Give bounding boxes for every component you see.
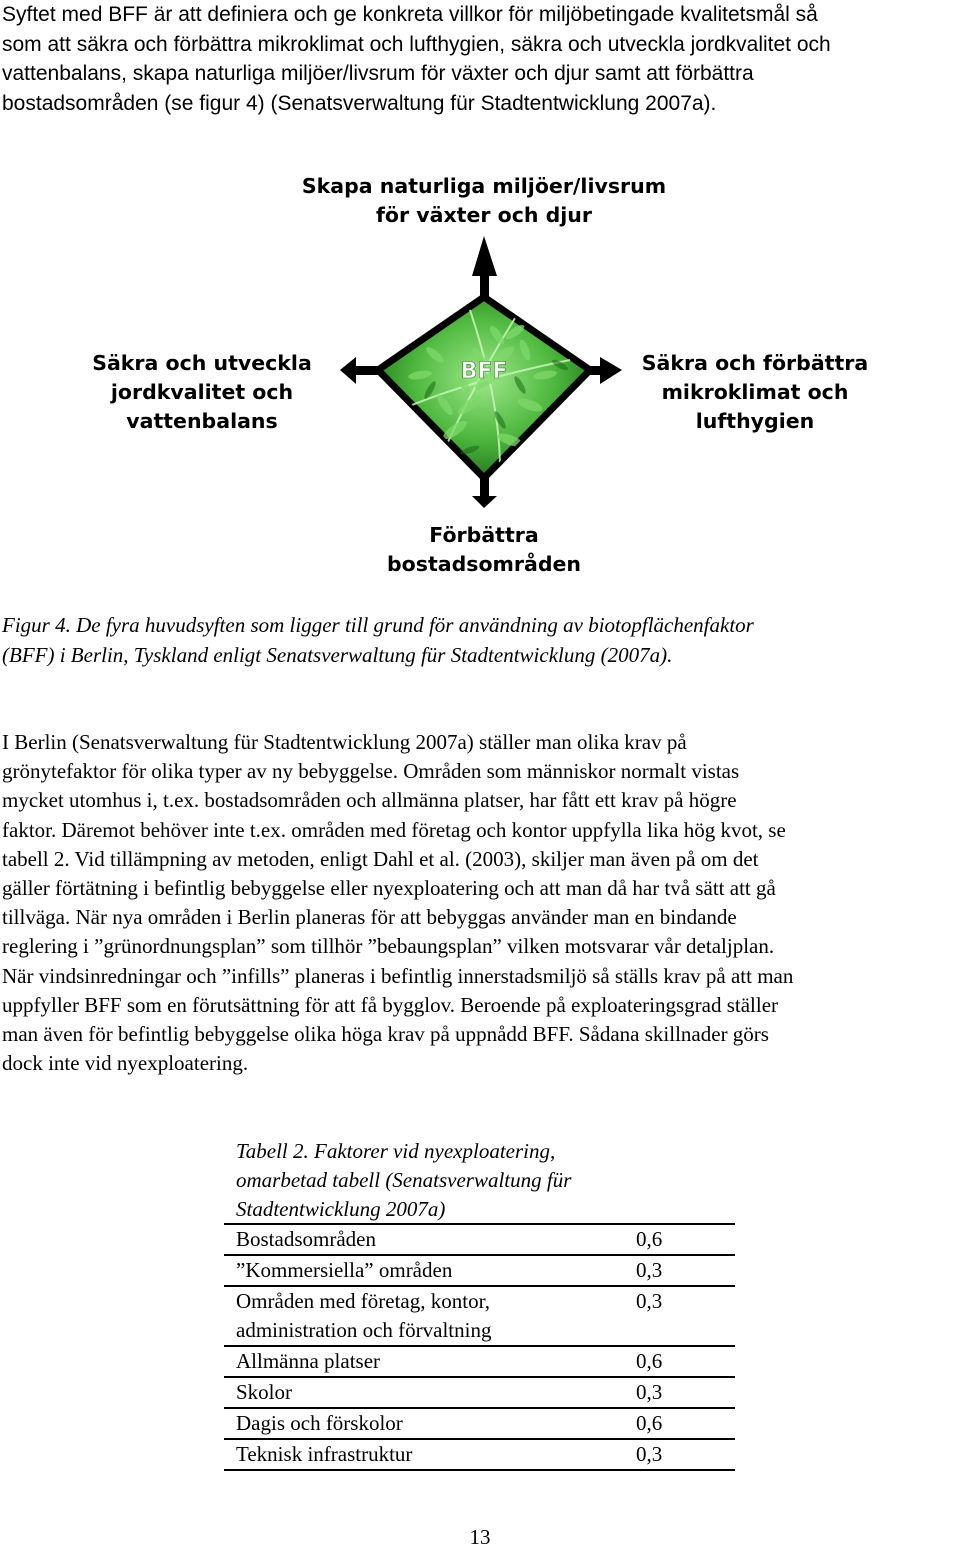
table-row	[224, 1286, 735, 1346]
arrow-up	[472, 236, 497, 300]
table-caption-line: Tabell 2. Faktorer vid nyexploatering,	[236, 1139, 556, 1163]
body-line: uppfyller BFF som en förutsättning för att få bygglov. Beroende på exploateringsgrad ställer	[2, 992, 779, 1017]
page-number: 13	[469, 1525, 491, 1549]
body-paragraph	[2, 728, 958, 1078]
body-line: reglering i ”grünordnungsplan” som tillhör ”bebaungsplan” vilken motsvarar vår detaljplan.	[2, 934, 775, 959]
table-cell-name	[224, 1286, 636, 1346]
row-name-text: Skolor	[236, 1380, 293, 1404]
table-row	[224, 1346, 735, 1377]
label-right-line: mikroklimat och	[661, 380, 849, 404]
label-right	[630, 349, 880, 436]
row-name-text: administration och förvaltning	[236, 1318, 492, 1342]
table-cell-name	[224, 1408, 636, 1439]
table-2	[236, 1137, 736, 1466]
label-right-line: lufthygien	[695, 409, 815, 433]
body-line: man även för befintlig bebyggelse olika höga krav på uppnådd BFF. Sådana skillnader görs	[2, 1022, 769, 1047]
row-name-text: ”Kommersiella” områden	[236, 1258, 453, 1282]
body-line: gäller förtätning i befintlig bebyggelse eller nyexploatering och att man då har två sätt att gå	[2, 876, 776, 901]
table-cell-name	[224, 1224, 636, 1255]
row-name-text: Allmänna platser	[236, 1349, 381, 1373]
table-cell-value: 0,6	[636, 1346, 735, 1377]
table-caption	[236, 1137, 716, 1224]
body-line: grönytefaktor för olika typer av ny bebyggelse. Områden som människor normalt vistas	[2, 759, 740, 784]
row-name-text: Områden med företag, kontor,	[236, 1289, 490, 1313]
label-right-line: Säkra och förbättra	[641, 351, 869, 375]
table-cell-name	[224, 1439, 636, 1470]
factor-table	[224, 1223, 735, 1471]
row-name-text: Teknisk infrastruktur	[236, 1442, 413, 1466]
figure-4-diagram	[0, 160, 960, 590]
row-name-text: Bostadsområden	[236, 1227, 376, 1251]
table-caption-line: omarbetad tabell (Senatsverwaltung für	[236, 1168, 572, 1192]
label-top-line: för växter och djur	[376, 203, 592, 227]
table-caption-line: Stadtentwicklung 2007a)	[236, 1197, 446, 1221]
body-line: mycket utomhus i, t.ex. bostadsområden och allmänna platser, har fått ett krav på högre	[2, 788, 737, 813]
caption-line: Figur 4. De fyra huvudsyften som ligger till grund för användning av biotopflächenfaktor	[2, 613, 754, 637]
table-row	[224, 1439, 735, 1470]
table-cell-value: 0,6	[636, 1224, 735, 1255]
label-bottom-line: bostadsområden	[386, 552, 582, 576]
intro-line: Syftet med BFF är att definiera och ge konkreta villkor för miljöbetingade kvalitetsmål så	[2, 3, 818, 26]
intro-line: vattenbalans, skapa naturliga miljöer/livsrum för växter och djur samt att förbättra	[2, 62, 754, 85]
label-top	[284, 172, 684, 230]
bff-diamond	[378, 297, 590, 478]
table-row	[224, 1224, 735, 1255]
table-cell-value: 0,3	[636, 1439, 735, 1470]
bff-center-label: BFF	[460, 359, 508, 384]
body-line: faktor. Däremot behöver inte t.ex. områden med företag och kontor uppfylla lika hög kvot, se	[2, 817, 786, 842]
intro-paragraph	[2, 0, 952, 118]
intro-line: som att säkra och förbättra mikroklimat och lufthygien, säkra och utveckla jordkvalitet och	[2, 32, 831, 56]
table-cell-value: 0,3	[636, 1255, 735, 1286]
row-name-text: Dagis och förskolor	[236, 1411, 403, 1435]
body-line: dock inte vid nyexploatering.	[2, 1051, 249, 1076]
intro-line: bostadsområden (se figur 4) (Senatsverwaltung für Stadtentwicklung 2007a).	[2, 91, 717, 115]
table-cell-value: 0,6	[636, 1408, 735, 1439]
label-bottom	[354, 521, 614, 579]
body-line: tillväga. När nya områden i Berlin planeras för att bebyggas använder man en bindande	[2, 905, 737, 930]
body-line: När vindsinredningar och ”infills” planeras i befintlig innerstadsmiljö så ställs krav på att man	[2, 963, 794, 988]
label-left	[72, 349, 332, 436]
body-line: I Berlin (Senatsverwaltung für Stadtentwicklung 2007a) ställer man olika krav på	[2, 730, 687, 754]
table-cell-name	[224, 1255, 636, 1286]
table-cell-name	[224, 1346, 636, 1377]
table-row	[224, 1408, 735, 1439]
table-cell-value: 0,3	[636, 1286, 735, 1346]
label-bottom-line: Förbättra	[429, 523, 539, 547]
table-row	[224, 1255, 735, 1286]
table-cell-name	[224, 1377, 636, 1408]
label-left-line: Säkra och utveckla	[92, 351, 312, 375]
figure-caption	[2, 610, 952, 670]
label-left-line: jordkvalitet och	[110, 380, 294, 404]
table-row	[224, 1377, 735, 1408]
caption-line: (BFF) i Berlin, Tyskland enligt Senatsverwaltung für Stadtentwicklung (2007a).	[2, 643, 673, 667]
label-left-line: vattenbalans	[126, 409, 278, 433]
label-top-line: Skapa naturliga miljöer/livsrum	[301, 174, 667, 198]
body-line: tabell 2. Vid tillämpning av metoden, enligt Dahl et al. (2003), skiljer man även på om det	[2, 846, 759, 871]
table-cell-value: 0,3	[636, 1377, 735, 1408]
